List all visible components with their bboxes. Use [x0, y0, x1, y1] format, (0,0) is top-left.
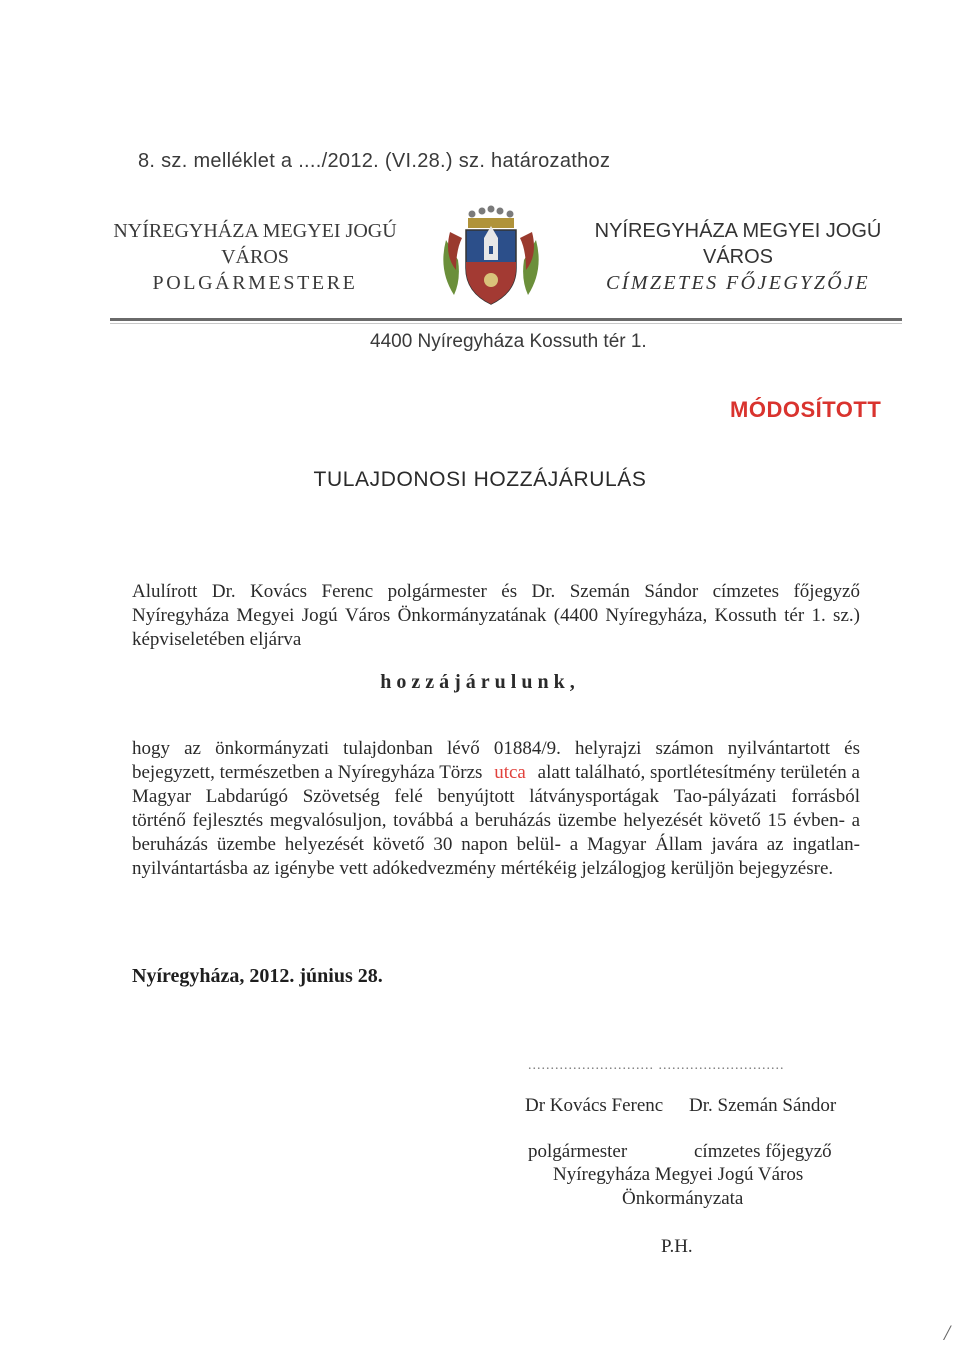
word: Nyíregyháza — [132, 605, 230, 626]
word: látványsportágak — [529, 786, 659, 807]
word: tulajdonban — [343, 738, 433, 759]
coat-of-arms-icon — [436, 200, 546, 310]
consent-statement: hozzájárulunk, — [380, 671, 580, 693]
intro-line: képviseletében eljárva — [132, 629, 302, 650]
signatory-right-title: címzetes főjegyző — [694, 1141, 832, 1162]
seal-placeholder: P.H. — [661, 1236, 693, 1257]
body-line — [132, 833, 860, 857]
word: Alulírott — [132, 581, 198, 602]
header-mayor — [90, 218, 420, 296]
highlighted-word: utca — [494, 762, 526, 783]
header-left-line1: NYÍREGYHÁZA MEGYEI JOGÚ — [113, 220, 397, 242]
signatory-left-name: Dr Kovács Ferenc — [525, 1095, 664, 1116]
word: önkormányzati — [215, 738, 330, 759]
word: címzetes — [712, 581, 780, 602]
intro-line — [132, 580, 860, 604]
word: 30 — [433, 834, 453, 855]
word: Szövetség — [302, 786, 380, 807]
header-divider — [110, 318, 902, 321]
word: számon — [655, 738, 714, 759]
intro-paragraph — [132, 580, 860, 652]
word: forrásból — [791, 786, 860, 807]
header-right-line2: VÁROS — [702, 246, 774, 268]
word: lévő — [446, 738, 480, 759]
word: tér — [784, 605, 805, 626]
word: nyilvántartott — [727, 738, 831, 759]
word: és — [844, 738, 860, 759]
word: Kossuth — [714, 605, 777, 626]
word: Kovács — [250, 581, 308, 602]
word: 15 — [767, 810, 787, 831]
word: főjegyző — [793, 581, 860, 602]
word: üzembe — [216, 834, 276, 855]
body-line — [132, 785, 860, 809]
organization-suffix: Önkormányzata — [622, 1188, 744, 1209]
organization-name: Nyíregyháza Megyei Jogú Város — [553, 1164, 804, 1185]
word: a — [851, 810, 860, 831]
word: Szemán — [569, 581, 630, 602]
scan-artifact: / — [944, 1320, 951, 1345]
word: a — [459, 810, 469, 831]
signatory-left-title: polgármester — [528, 1141, 628, 1162]
modified-stamp: MÓDOSÍTOTT — [730, 397, 882, 422]
word: beruházás — [132, 834, 208, 855]
date-and-place: Nyíregyháza, 2012. június 28. — [132, 965, 383, 987]
body-line — [132, 761, 860, 785]
header-left-line2: VÁROS — [221, 246, 289, 268]
word: Labdarúgó — [205, 786, 289, 807]
word: Város — [344, 605, 391, 626]
word: (4400 — [553, 605, 599, 626]
word: az — [184, 738, 201, 759]
body-line — [132, 737, 860, 761]
body-line — [132, 809, 860, 833]
word: fejlesztés — [192, 810, 264, 831]
word: belül- — [516, 834, 561, 855]
annex-reference: 8. sz. melléklet a ..../2012. (VI.28.) sz. határozathoz — [138, 150, 611, 172]
word: megvalósuljon, — [269, 810, 387, 831]
office-address: 4400 Nyíregyháza Kossuth tér 1. — [370, 331, 647, 352]
signatory-right-name: Dr. Szemán Sándor — [689, 1095, 837, 1116]
word: 01884/9. — [493, 738, 561, 759]
word: továbbá — [393, 810, 454, 831]
header-right-line3: CÍMZETES FŐJEGYZŐJE — [606, 272, 870, 294]
header-divider-shadow — [110, 323, 902, 324]
word: Önkormányzatának — [397, 605, 547, 626]
word: Dr. — [531, 581, 556, 602]
body-paragraph — [132, 737, 860, 881]
word: Tao-pályázati — [673, 786, 777, 807]
word: Sándor — [644, 581, 699, 602]
word: Magyar — [587, 834, 647, 855]
header-chief-notary — [588, 218, 888, 296]
word: Magyar — [132, 786, 192, 807]
word: a — [569, 834, 579, 855]
word: és — [501, 581, 518, 602]
intro-line — [132, 604, 860, 628]
word: benyújtott — [437, 786, 515, 807]
word: helyezését — [284, 834, 364, 855]
document-title: TULAJDONOSI HOZZÁJÁRULÁS — [313, 468, 647, 491]
header-right-line1: NYÍREGYHÁZA MEGYEI JOGÚ — [594, 220, 882, 242]
word: sz.) — [833, 605, 860, 626]
word: beruházás — [475, 810, 551, 831]
word: napon — [461, 834, 508, 855]
word: az — [766, 834, 784, 855]
body-text: bejegyzett, természetben a Nyíregyháza Törzs — [132, 762, 483, 783]
body-text: alatt található, sportlétesítmény területén a — [537, 762, 860, 783]
word: polgármester — [387, 581, 487, 602]
word: 1. — [811, 605, 826, 626]
word: ingatlan- — [792, 834, 860, 855]
header-left-line3: POLGÁRMESTERE — [152, 272, 358, 294]
word: követő — [372, 834, 425, 855]
word: követő — [709, 810, 761, 831]
word: évben- — [793, 810, 845, 831]
word: hogy — [132, 738, 170, 759]
word: Ferenc — [321, 581, 374, 602]
word: Megyei — [236, 605, 295, 626]
word: helyezését — [623, 810, 703, 831]
word: Nyíregyháza, — [605, 605, 708, 626]
word: Jogú — [301, 605, 338, 626]
word: üzembe — [557, 810, 617, 831]
signature-line: ............................ ............................ — [528, 1058, 785, 1073]
body-line: nyilvántartásba az igénybe vett adókedvezmény mértékéig jelzálogjog kerüljön bejegyzésre. — [132, 858, 834, 879]
word: helyrajzi — [574, 738, 642, 759]
word: javára — [711, 834, 758, 855]
word: Állam — [655, 834, 703, 855]
word: Dr. — [211, 581, 236, 602]
word: történő — [132, 810, 186, 831]
word: felé — [394, 786, 423, 807]
